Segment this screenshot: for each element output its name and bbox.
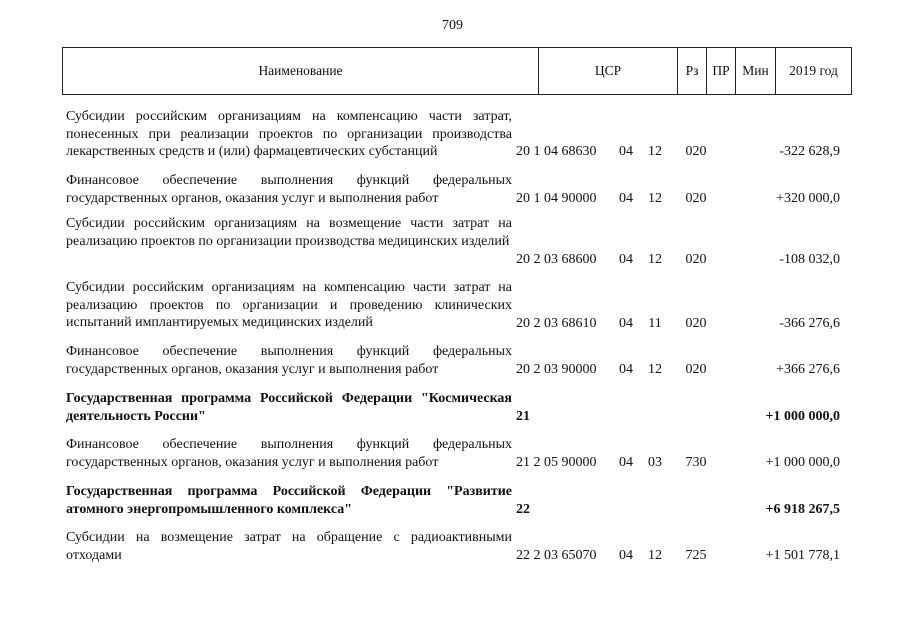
row-min: 020 — [685, 315, 707, 331]
row-min: 730 — [685, 454, 707, 470]
row-pr: 11 — [648, 315, 662, 331]
row-name: Субсидии российским организациям на компенсацию части затрат, понесенных при реализации проектов по организации производства лекарственных средств и (или) фармацевтических субстанций — [66, 109, 512, 159]
row-csr: 22 — [516, 501, 530, 517]
table-row — [0, 279, 905, 332]
row-csr: 20 2 03 90000 — [516, 361, 597, 377]
row-name: Финансовое обеспечение выполнения функций федеральных государственных органов, оказания услуг и выполнения работ — [66, 344, 512, 377]
row-min: 725 — [685, 547, 707, 563]
row-min: 020 — [685, 251, 707, 267]
row-csr: 21 — [516, 408, 530, 424]
row-pr: 12 — [648, 190, 662, 206]
row-name: Субсидии на возмещение затрат на обращение с радиоактивными отходами — [66, 530, 512, 563]
row-amount: -366 276,6 — [779, 315, 840, 331]
table-row — [0, 436, 905, 471]
row-amount: -108 032,0 — [779, 251, 840, 267]
row-rz: 04 — [619, 315, 633, 331]
row-rz: 04 — [619, 143, 633, 159]
header-year: 2019 год — [789, 63, 838, 78]
table-row — [0, 108, 905, 160]
row-csr: 20 1 04 68630 — [516, 143, 597, 159]
row-name: Субсидии российским организациям на компенсацию части затрат на реализацию проектов по организации и проведению клинических испытаний имплантируемых медицинских изделий — [66, 280, 512, 330]
row-amount: +1 000 000,0 — [765, 408, 840, 424]
row-pr: 12 — [648, 547, 662, 563]
row-pr: 12 — [648, 251, 662, 267]
row-csr: 20 2 03 68600 — [516, 251, 597, 267]
row-csr: 21 2 05 90000 — [516, 454, 597, 470]
header-pr: ПР — [707, 48, 736, 94]
table-row-program — [0, 483, 905, 518]
row-amount: -322 628,9 — [779, 143, 840, 159]
row-amount: +320 000,0 — [776, 190, 840, 206]
header-name: Наименование — [63, 48, 539, 94]
row-min: 020 — [685, 190, 707, 206]
row-amount: +1 000 000,0 — [765, 454, 840, 470]
row-pr: 12 — [648, 361, 662, 377]
table-row — [0, 215, 905, 268]
header-csr: ЦСР — [539, 48, 678, 94]
table-row — [0, 343, 905, 378]
row-name: Финансовое обеспечение выполнения функций федеральных государственных органов, оказания услуг и выполнения работ — [66, 437, 512, 470]
row-amount: +366 276,6 — [776, 361, 840, 377]
row-rz: 04 — [619, 547, 633, 563]
row-csr: 20 2 03 68610 — [516, 315, 597, 331]
table-row — [0, 529, 905, 564]
page-number: 709 — [442, 18, 463, 33]
row-min: 020 — [685, 143, 707, 159]
table-row-program — [0, 390, 905, 425]
row-rz: 04 — [619, 251, 633, 267]
table-row — [0, 172, 905, 207]
row-csr: 20 1 04 90000 — [516, 190, 597, 206]
row-min: 020 — [685, 361, 707, 377]
row-pr: 12 — [648, 143, 662, 159]
row-pr: 03 — [648, 454, 662, 470]
table-header — [62, 47, 852, 95]
row-csr: 22 2 03 65070 — [516, 547, 597, 563]
row-amount: +1 501 778,1 — [765, 547, 840, 563]
row-name: Финансовое обеспечение выполнения функций федеральных государственных органов, оказания услуг и выполнения работ — [66, 173, 512, 206]
row-name: Субсидии российским организациям на возмещение части затрат на реализацию проектов по организации производства медицинских изделий — [66, 216, 512, 249]
row-name: Государственная программа Российской Федерации "Развитие атомного энергопромышленного комплекса" — [66, 484, 512, 517]
header-rz: Рз — [678, 48, 707, 94]
header-min: Мин — [736, 48, 776, 94]
row-rz: 04 — [619, 361, 633, 377]
row-name: Государственная программа Российской Федерации "Космическая деятельность России" — [66, 391, 512, 424]
row-rz: 04 — [619, 190, 633, 206]
row-amount: +6 918 267,5 — [765, 501, 840, 517]
row-rz: 04 — [619, 454, 633, 470]
